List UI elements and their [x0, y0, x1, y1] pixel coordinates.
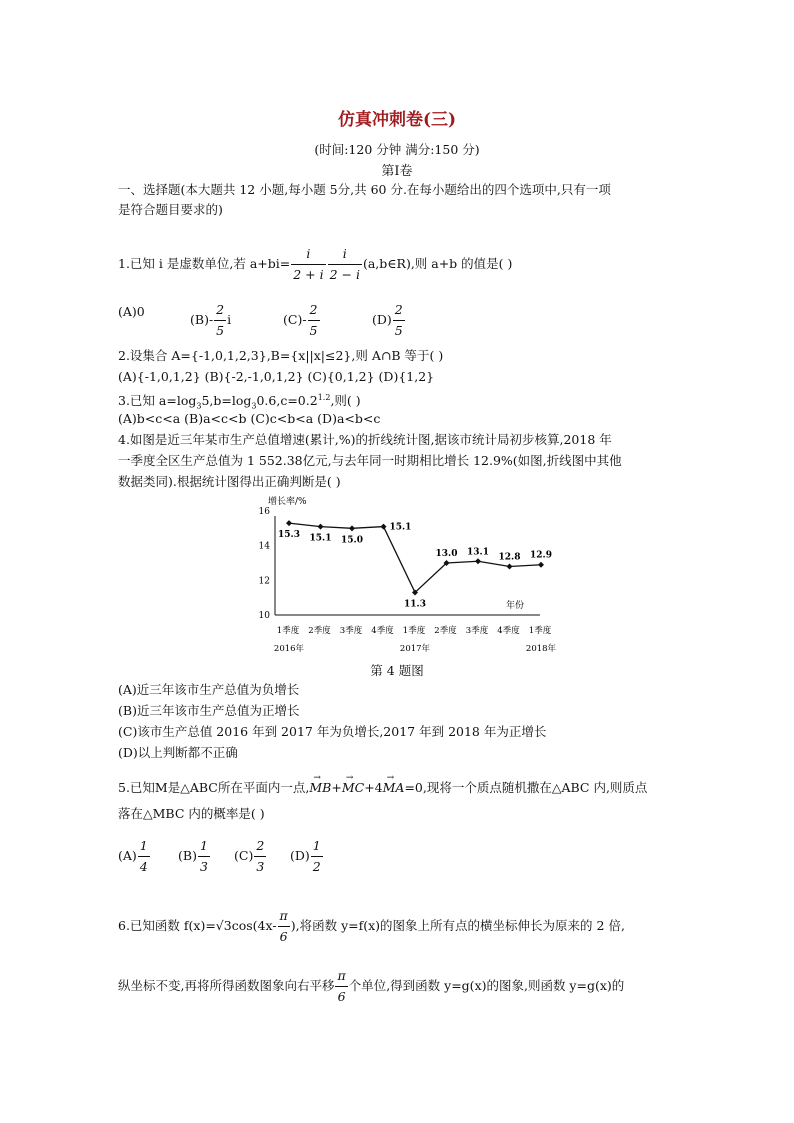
data-point [381, 524, 387, 530]
q1-c-label: (C)- [283, 312, 307, 327]
q1-f1-den: 2 + i [291, 264, 325, 285]
q1-b-label: (B)- [190, 312, 214, 327]
q4-line-2: 一季度全区生产总值为 1 552.38亿元,与去年同一时期相比增长 12.9%(如图,折线图中其他 [118, 453, 622, 468]
x-tick-label: 2季度 [434, 626, 457, 636]
q6-line-2 [118, 966, 624, 1007]
q5-option-b [178, 836, 211, 877]
q5-b-den: 3 [198, 856, 210, 877]
q1-option-b [190, 300, 231, 341]
q1-b-suffix: i [227, 312, 232, 327]
q1-option-a [118, 302, 145, 322]
y-tick-label: 12 [258, 576, 270, 587]
q1-stem-post: (a,b∈R),则 a+b 的值是( ) [362, 256, 513, 271]
q3-sup: 1.2 [317, 393, 331, 402]
x-axis-label: 年份 [506, 601, 525, 611]
q6-f1-den: 6 [278, 926, 290, 947]
question-2: 2.设集合 A={-1,0,1,2,3},B={x||x|≤2},则 A∩B 等于( ) [118, 348, 444, 363]
q5-d-den: 2 [311, 856, 323, 877]
q3-sub-1: 3 [196, 401, 202, 411]
q5-post: =0,现将一个质点随机撒在△ABC 内,则质点 [404, 780, 648, 795]
q6-post: ),将函数 y=f(x)的图象上所有点的横坐标伸长为原来的 2 倍, [290, 918, 625, 933]
q1-option-c [283, 300, 321, 341]
q5-line-2: 落在△MBC 内的概率是( ) [118, 806, 265, 821]
q6-fraction-1 [278, 906, 290, 947]
q6-fraction-2 [335, 966, 347, 1007]
q6-f1-num: π [279, 908, 288, 923]
q5-b-label: (B) [178, 848, 197, 863]
q5-a-num: 1 [139, 838, 148, 853]
q1-c-den: 5 [308, 320, 320, 341]
x-tick-label: 1季度 [528, 626, 552, 636]
q5-c-frac [254, 836, 266, 877]
vector-mc: → MC [342, 778, 364, 798]
q3-mid-2: 0.6,c=0.2 [256, 393, 318, 409]
q4-option-d: (D)以上判断都不正确 [118, 745, 238, 760]
data-label: 15.1 [389, 522, 412, 533]
q5-line-1 [118, 778, 647, 798]
x-tick-label: 2季度 [308, 626, 331, 636]
section-line-2: 是符合题目要求的) [118, 202, 223, 217]
q3-sub-2: 3 [251, 401, 257, 411]
q1-d-den: 5 [393, 320, 405, 341]
data-point [538, 562, 544, 568]
q5-option-d [290, 836, 324, 877]
q1-c-frac [308, 300, 320, 341]
chart-caption: 第 4 题图 [370, 663, 424, 678]
data-label: 13.0 [435, 549, 458, 559]
q5-pre: 5.已知M是△ABC所在平面内一点, [118, 780, 310, 795]
data-label: 15.1 [309, 533, 332, 544]
q1-fraction-2 [328, 244, 362, 285]
q2-options: (A){-1,0,1,2} (B){-2,-1,0,1,2} (C){0,1,2} (D){1,2} [118, 369, 435, 384]
q5-option-a [118, 836, 151, 877]
q6-f2-den: 6 [335, 986, 347, 1007]
q1-f2-den: 2 − i [328, 264, 362, 285]
x-tick-label: 3季度 [339, 626, 363, 636]
data-point [475, 558, 481, 564]
y-tick-label: 10 [258, 611, 270, 621]
volume-heading: 第Ⅰ卷 [381, 164, 413, 179]
q5-b-frac [198, 836, 210, 877]
x-tick-label: 1季度 [276, 626, 300, 636]
data-label: 15.3 [278, 530, 300, 541]
q3-options: (A)b<c<a (B)a<c<b (C)c<b<a (D)a<b<c [118, 411, 381, 426]
x-tick-label: 3季度 [465, 626, 489, 636]
vector-mb: → MB [309, 778, 331, 798]
q1-d-frac [393, 300, 405, 341]
q1-b-den: 5 [214, 320, 226, 341]
q4-option-b: (B)近三年该市生产总值为正增长 [118, 703, 300, 718]
q5-plus-2: +4 [364, 780, 383, 795]
q3-mid-1: 5,b=log [201, 393, 252, 409]
section-line-1: 一、选择题(本大题共 12 小题,每小题 5分,共 60 分.在每小题给出的四个选项中,只有一项 [118, 182, 611, 197]
data-label: 12.9 [530, 550, 552, 561]
growth-rate-chart [250, 490, 557, 658]
q4-option-c: (C)该市生产总值 2016 年到 2017 年为负增长,2017 年到 2018 年为正增长 [118, 724, 547, 739]
q5-c-label: (C) [234, 848, 254, 863]
data-label: 11.3 [404, 599, 426, 610]
question-1 [118, 244, 512, 285]
q1-a-label: (A)0 [118, 304, 145, 319]
data-point [318, 524, 324, 530]
year-label: 2018年 [525, 644, 557, 654]
data-point [286, 520, 292, 526]
data-point [507, 563, 513, 569]
q1-fraction-1 [291, 244, 325, 285]
data-point [349, 525, 355, 531]
x-tick-label: 4季度 [497, 626, 520, 636]
q1-f2-num: i [342, 246, 347, 261]
q5-d-frac [311, 836, 323, 877]
q1-d-num: 2 [394, 302, 403, 317]
q1-c-num: 2 [309, 302, 318, 317]
q6-line2-pre: 纵坐标不变,再将所得函数图象向右平移 [118, 978, 335, 993]
vector-ma: → MA [383, 778, 405, 798]
q5-b-num: 1 [199, 838, 208, 853]
q4-option-a: (A)近三年该市生产总值为负增长 [118, 682, 300, 697]
x-tick-label: 1季度 [402, 626, 426, 636]
exam-subtitle: (时间:120 分钟 满分:150 分) [314, 142, 480, 157]
q6-line-1 [118, 906, 625, 947]
q1-f1-num: i [306, 246, 311, 261]
x-tick-label: 4季度 [371, 626, 394, 636]
q1-stem-pre: 1.已知 i 是虚数单位,若 a+bi= [118, 256, 291, 271]
q6-pre: 6.已知函数 f(x)=√3cos(4x- [118, 918, 277, 933]
q6-f2-num: π [337, 968, 346, 983]
q5-d-label: (D) [290, 848, 310, 863]
q5-a-frac [138, 836, 150, 877]
q6-line2-post: 个单位,得到函数 y=g(x)的图象,则函数 y=g(x)的 [348, 978, 625, 993]
q1-option-d [372, 300, 406, 341]
q5-option-c [234, 836, 267, 877]
data-label: 15.0 [341, 535, 363, 546]
q1-b-num: 2 [216, 302, 225, 317]
q5-d-num: 1 [312, 838, 321, 853]
q5-a-den: 4 [138, 856, 150, 877]
q5-c-num: 2 [256, 838, 265, 853]
q4-line-1: 4.如图是近三年某市生产总值增速(累计,%)的折线统计图,据该市统计局初步核算,2018 年 [118, 432, 612, 447]
y-tick-label: 16 [258, 507, 270, 517]
y-tick-label: 14 [258, 541, 270, 552]
q1-d-label: (D) [372, 312, 392, 327]
q3-post: ,则( ) [330, 393, 361, 409]
page-title: 仿真冲刺卷(三) [337, 110, 457, 130]
year-label: 2017年 [399, 644, 431, 654]
year-label: 2016年 [273, 644, 305, 654]
q4-line-3: 数据类同).根据统计图得出正确判断是( ) [118, 474, 341, 489]
data-label: 12.8 [498, 552, 521, 563]
data-label: 13.1 [467, 547, 489, 558]
q5-c-den: 3 [254, 856, 266, 877]
q1-b-frac [214, 300, 226, 341]
q5-a-label: (A) [118, 848, 137, 863]
y-axis-label: 增长率/% [268, 497, 307, 507]
q3-pre: 3.已知 a=log [118, 393, 197, 409]
q5-plus-1: + [331, 780, 342, 795]
